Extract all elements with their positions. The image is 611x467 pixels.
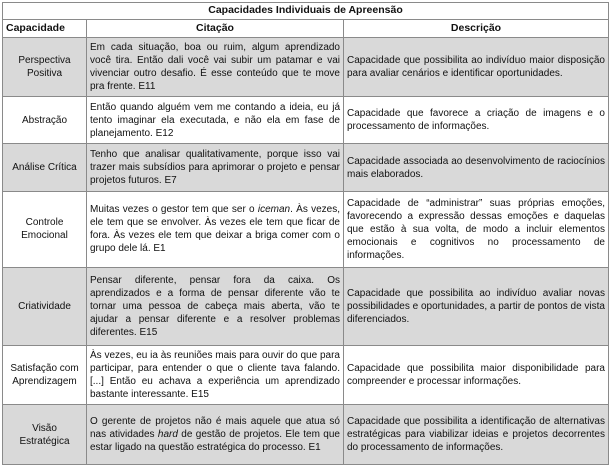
table-row <box>3 144 609 191</box>
capacity-description: Capacidade associada ao desenvolvimento de raciocínios mais elaborados. <box>344 144 609 191</box>
quote-text: de gestão de projetos. Ele tem que estar ligado na questão estratégica do processo. E1 <box>90 429 340 454</box>
capacity-description: Capacidade que possibilita a identificação de alternativas estratégicas para viabilizar ideias e projetos decorrentes do processamento de informações. <box>344 405 609 465</box>
capacity-name: Satisfação com Aprendizagem <box>3 345 87 405</box>
capacity-quote: Pensar diferente, pensar fora da caixa. Os aprendizados e a forma de pensar diferente vão te tornar uma pessoa de cabeça mais aberta, vão te ajudar a pensar diferente e a resolver problemas diferentes. E15 <box>87 267 344 345</box>
header-citacao: Citação <box>87 20 344 37</box>
capacity-description: Capacidade que possibilita ao indivíduo avaliar novas possibilidades e oportunidades, a partir de pontos de vista diferenciados. <box>344 267 609 345</box>
header-descricao: Descrição <box>344 20 609 37</box>
capacity-name: Criatividade <box>3 267 87 345</box>
quote-term: iceman <box>257 204 291 216</box>
table-row <box>3 97 609 144</box>
quote-term: hard <box>157 429 178 441</box>
quote-text: Muitas vezes o gestor tem que ser o <box>90 204 258 216</box>
capacity-quote: Então quando alguém vem me contando a ideia, eu já tento imaginar ela executada, e não ela em fase de planejamento. E12 <box>87 97 344 144</box>
capacity-description: Capacidade que possibilita ao indivíduo maior disposição para avaliar cenários e identificar oportunidades. <box>344 37 609 97</box>
header-capacidade: Capacidade <box>3 20 87 37</box>
table-title: Capacidades Individuais de Apreensão <box>3 3 609 20</box>
capacity-quote: Às vezes, eu ia às reuniões mais para ouvir do que para participar, para entender o que o cliente tava falando. [...] Então eu achava a experiência um aprendizado bastante interessante. E15 <box>87 345 344 405</box>
capacity-description: Capacidade de “administrar” suas próprias emoções, favorecendo a expressão dessas emoções e daquelas que estão à sua volta, de modo a incluir elementos emocionais e cognitivos no processamento de informações. <box>344 191 609 267</box>
table-row <box>3 267 609 345</box>
table-row <box>3 345 609 405</box>
quote-text: O gerente de projetos não é mais aquele que atua só nas atividades <box>90 416 340 441</box>
capacity-name: Análise Crítica <box>3 144 87 191</box>
capacity-quote <box>87 191 344 267</box>
capacity-name: Controle Emocional <box>3 191 87 267</box>
capacity-name: Perspectiva Positiva <box>3 37 87 97</box>
capacity-quote <box>87 405 344 465</box>
capacity-description: Capacidade que possibilita maior disponibilidade para compreender e processar informações. <box>344 345 609 405</box>
capacities-table <box>2 2 609 465</box>
capacity-description: Capacidade que favorece a criação de imagens e o processamento de informações. <box>344 97 609 144</box>
table-row <box>3 37 609 97</box>
capacity-name: Visão Estratégica <box>3 405 87 465</box>
table-row <box>3 405 609 465</box>
capacity-quote: Em cada situação, boa ou ruim, algum aprendizado você tira. Então dali você vai subir um patamar e vai vivenciar outro desafio. É esse conteúdo que te move pra frente. E11 <box>87 37 344 97</box>
quote-text: . Às vezes, ele tem que se envolver. Às vezes ele tem que ficar de fora. Às vezes ele tem que deixar a briga comer com o grupo dele lá. E1 <box>90 204 341 255</box>
capacity-quote: Tenho que analisar qualitativamente, porque isso vai trazer mais subsídios para aprimorar o projeto e pensar projetos futuros. E7 <box>87 144 344 191</box>
table-row <box>3 191 609 267</box>
capacity-name: Abstração <box>3 97 87 144</box>
